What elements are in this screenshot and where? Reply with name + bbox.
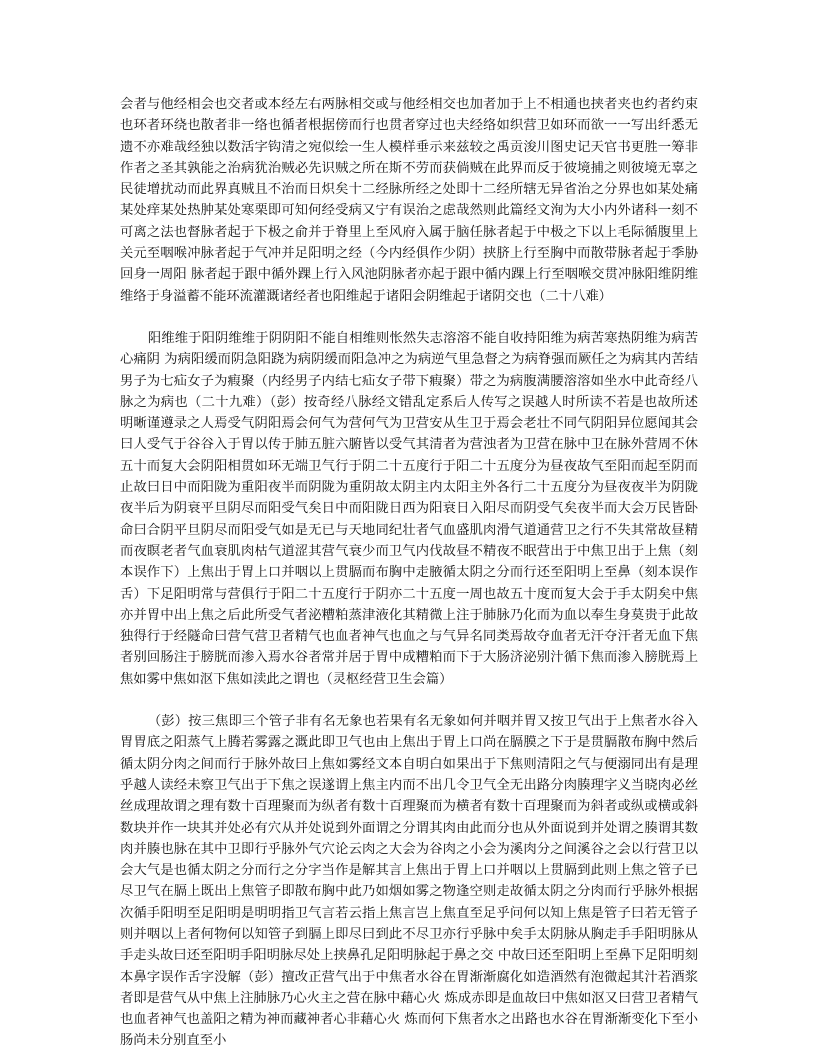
paragraph-2: 阳维维于阳阴维维于阴阴阳不能自相维则怅然失志溶溶不能自收持阳维为病苦寒热阴维为病苦心痛阴 为病阳缓而阴急阳跷为病阴缓而阳急冲之为病逆气里急督之为病脊强而厥任之为病其内苦结男子为七疝女子为瘕聚（内经男子内结七疝女子带下瘕聚）带之为病腹满腰溶溶如坐水中此奇经八脉之为病也（二十九难）（彭）按奇经八脉经文错乱定系后人传写之误越人时所读不若是也故所述明晰谨遵录之人焉受气阴阳焉会何气为营何气为卫营安从生卫于焉会老壮不同气阴阳异位愿闻其会曰人受气于谷谷入于胃以传于肺五脏六腑皆以受气其清者为营浊者为卫营在脉中卫在脉外营周不休五十而复大会阴阳相贯如环无端卫气行于阴二十五度行于阳二十五度分为昼夜故气至阳而起至阴而止故曰日中而阳陇为重阳夜半而阴陇为重阴故太阴主内太阳主外各行二十五度分为昼夜夜半为阴陇夜半后为阴衰平旦阴尽而阳受气矣日中而阳陇日西为阳衰日入阳尽而阴受气矣夜半而大会万民皆卧命曰合阴平旦阴尽而阳受气如是无已与天地同纪壮者气血盛肌肉滑气道通营卫之行不失其常故昼精而夜瞑老者气血衰肌肉枯气道涩其营气衰少而卫气内伐故昼不精夜不眠营出于中焦卫出于上焦（刻本误作下）上焦出于胃上口并咽以上贯膈而布胸中走腋循太阴之分而行还至阳明上至鼻（刻本误作舌）下足阳明常与营俱行于阳二十五度行于阴亦二十五度一周也故五十度而复大会于手太阴矣中焦亦并胃中出上焦之后此所受气者泌糟粕蒸津液化其精微上注于肺脉乃化而为血以奉生身莫贵于此故独得行于经隧命曰营气营卫者精气也血者神气也血之与气异名同类焉故夺血者无汗夺汗者无血下焦者别回肠注于膀胱而渗入焉水谷者常并居于胃中成糟粕而下于大肠济泌别汁循下焦而渗入膀胱焉上焦如雾中焦如沤下焦如渎此之谓也（灵枢经营卫生会篇） bbox=[120, 330, 698, 687]
document-page bbox=[120, 94, 698, 1052]
paragraph-1: 会者与他经相会也交者或本经左右两脉相交或与他经相交也加者加于上不相通也挟者夹也约者约束也环者环绕也散者非一络也循者根据傍而行也贯者穿过也夫经络如织营卫如环而欲一一写出纤悉无遗不亦难哉经独以数活字钩清之宛似绘一生人模样垂示来兹较之禹贡浚川图史记天官书更胜一筹非作者之圣其孰能之治病犹治贼必先识贼之所在斯不劳而获倘贼在此界而反于彼境捕之则彼境无辜之民徒增扰动而此界真贼且不治而日炽矣十二经脉所经之处即十二经所辖无异省治之分界也如某处痛某处痒某处热肿某处寒栗即可知何经受病又宁有误治之虑哉然则此篇经文洵为大小内外诸科一刻不可离之法也督脉者起于下极之俞并于脊里上至风府入属于脑任脉者起于中极之下以上毛际循腹里上关元至咽喉冲脉者起于气冲并足阳明之经（今内经俱作少阴）挟脐上行至胸中而散带脉者起于季胁回身一周阳 脉者起于跟中循外踝上行入风池阴脉者亦起于跟中循内踝上行至咽喉交贯冲脉阳维阴维维络于身溢蓄不能环流灌溉诸经者也阳维起于诸阳会阴维起于诸阴交也（二十八难） bbox=[120, 97, 698, 304]
paragraph-3: （彭）按三焦即三个管子非有名无象也若果有名无象如何并咽并胃又按卫气出于上焦者水谷入胃胃底之阳蒸气上腾若雾露之溉此即卫气也由上焦出于胃上口尚在膈膜之下于是贯膈散布胸中然后循太阴分肉之间而行于脉外故曰上焦如雾经文本自明白如果出于下焦则清阳之气与便溺同出有是理乎越人读经未察卫气出于下焦之误遂谓上焦主内而不出几令卫气全无出路分肉腠理字义当晓肉必丝丝成理故谓之理有数十百理聚而为纵者有数十百理聚而为横者有数十百理聚而为斜者或纵或横或斜数块并作一块其并处必有穴从并处说到外面谓之分谓其肉由此而分也从外面说到并处谓之腠谓其数肉并腠也脉在其中卫即行乎脉外气穴论云肉之大会为谷肉之小会为溪肉分之间溪谷之会以行营卫以会大气是也循太阴之分而行之分字当作是解其言上焦出于胃上口并咽以上贯膈到此则上焦之管子已尽卫气在膈上既出上焦管子即散布胸中此乃如烟如雾之物逢空则走故循太阴之分肉而行乎脉外根据次循手阳明至足阳明是明明指卫气言若云指上焦言岂上焦直至足乎问何以知上焦是管子曰若无管子则并咽以上者何物何以知管子到膈上即尽曰到此不尽卫亦行乎脉中矣手太阴脉从胸走手手阳明脉从手走头故曰还至阳明手阳明脉尽处上挟鼻孔足阳明脉起于鼻之交 中故曰还至阳明上至鼻下足阳明刻本鼻字误作舌字没解（彭）擅改正营气出于中焦者水谷在胃渐渐腐化如造酒然有泡微起其汁若酒浆者即是营气从中焦上注肺脉乃心火主之营在脉中藉心火 炼成赤即是血故曰中焦如沤又曰营卫者精气也血者神气也盖阳之精为神而藏神者心非藉心火 炼而何下焦者水之出路也水谷在胃渐渐变化下至小肠尚未分别直至小 bbox=[120, 714, 698, 1049]
